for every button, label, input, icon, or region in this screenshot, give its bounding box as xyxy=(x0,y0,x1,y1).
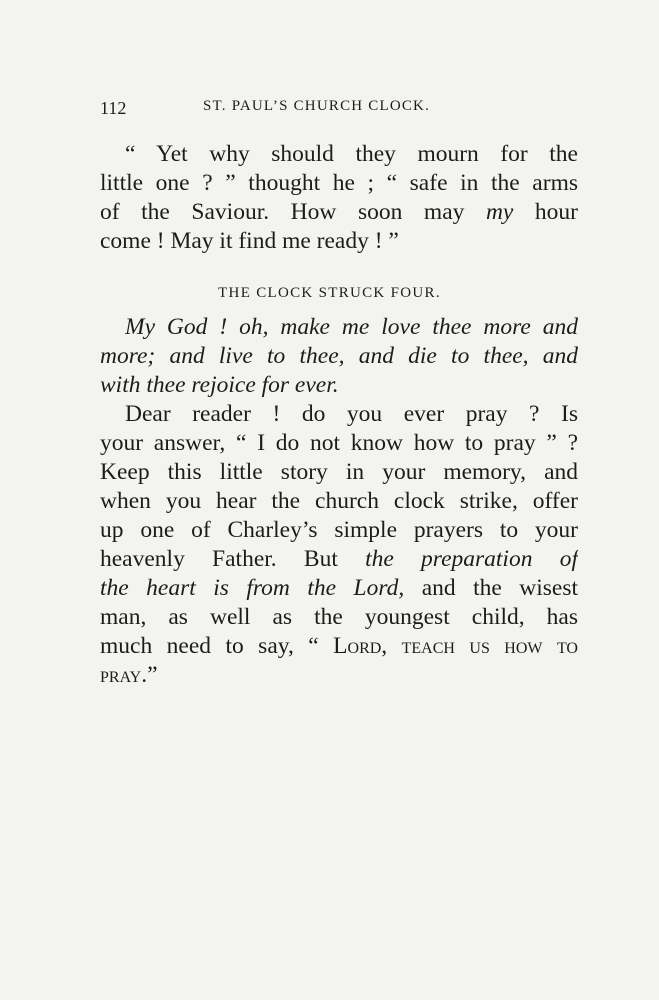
paragraph2-line4: when you hear the church clock strike, offer xyxy=(100,488,578,514)
prayer-line2: more; and live to thee, and die to thee, and xyxy=(100,343,578,369)
paragraph2-line6 xyxy=(100,544,578,574)
paragraph2-line10-text-b: ” xyxy=(147,662,158,688)
paragraph2-line7-emphasis: the heart is from the Lord, xyxy=(100,575,405,601)
paragraph2-line7 xyxy=(100,573,578,603)
paragraph2-line9 xyxy=(100,631,578,661)
paragraph1-line3 xyxy=(100,197,578,227)
paragraph2-line9-text-a: much need to say, “ xyxy=(100,633,334,659)
paragraph1-line3-text-b: hour xyxy=(513,199,578,225)
page-number: 112 xyxy=(100,98,127,118)
paragraph2-line2: your answer, “ I do not know how to pray ” ? xyxy=(100,430,578,456)
paragraph2-line10 xyxy=(100,660,578,690)
paragraph2-line3: Keep this little story in your memory, and xyxy=(100,459,578,485)
running-head: ST. PAUL’S CHURCH CLOCK. xyxy=(203,98,431,114)
prayer-line1: My God ! oh, make me love thee more and xyxy=(125,314,578,340)
paragraph2-line9-small-caps: Lord, teach us how to xyxy=(333,633,578,659)
paragraph1-line1: “ Yet why should they mourn for the xyxy=(125,141,578,167)
paragraph2-line10-small-caps: pray. xyxy=(100,662,148,688)
paragraph1-line2: little one ? ” thought he ; “ safe in the arms xyxy=(100,170,578,196)
paragraph2-line5: up one of Charley’s simple prayers to your xyxy=(100,517,578,543)
paragraph2-line1: Dear reader ! do you ever pray ? Is xyxy=(125,401,578,427)
paragraph2-line7-text-b: and the wisest xyxy=(404,575,578,601)
paragraph1-line3-text-a: of the Saviour. How soon may xyxy=(100,199,486,225)
paragraph2-line8: man, as well as the youngest child, has xyxy=(100,604,578,630)
paragraph2-line6-emphasis: the preparation of xyxy=(365,546,578,572)
paragraph1-line4: come ! May it find me ready ! ” xyxy=(100,228,399,254)
prayer-line3: with thee rejoice for ever. xyxy=(100,372,339,398)
paragraph2-line6-text-a: heavenly Father. But xyxy=(100,546,366,572)
paragraph1-line3-emphasis: my xyxy=(485,199,514,225)
section-heading: THE CLOCK STRUCK FOUR. xyxy=(218,285,441,301)
page-header xyxy=(100,98,580,120)
